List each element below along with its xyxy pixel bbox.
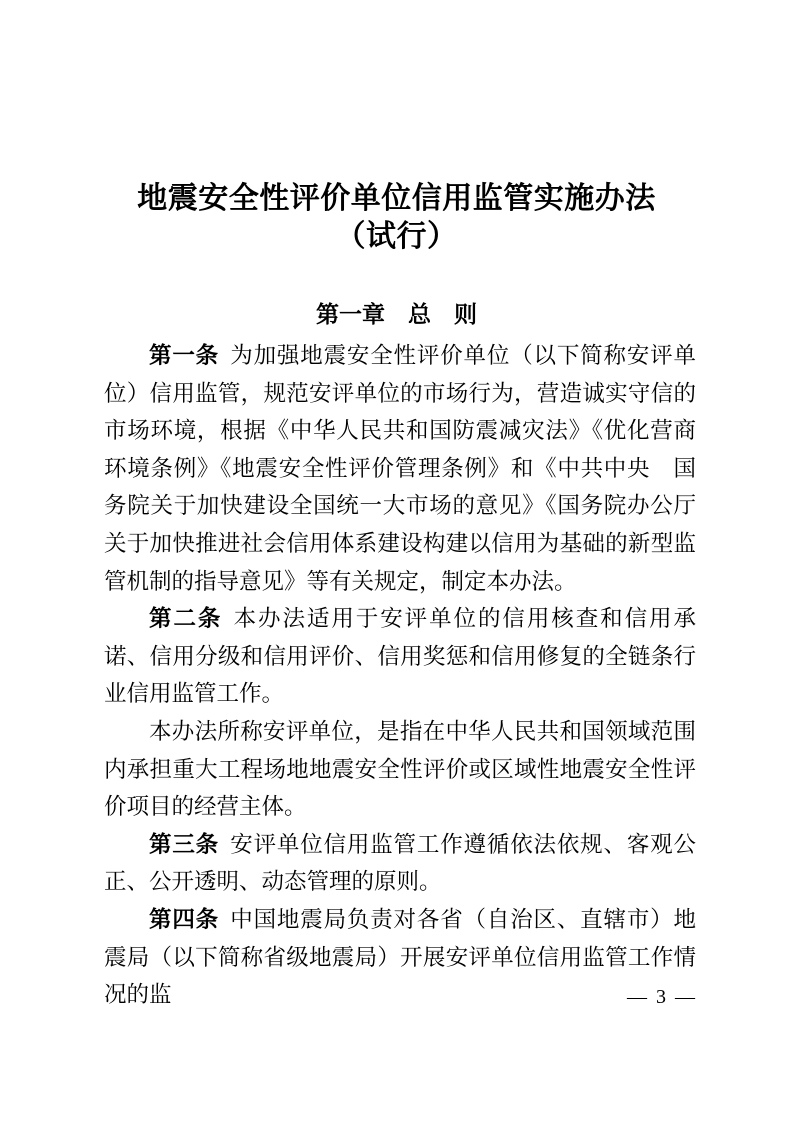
page-number: — 3 — bbox=[627, 986, 697, 1008]
document-title bbox=[0, 180, 793, 256]
document-title-line-2: （试行） bbox=[335, 220, 458, 253]
document-title-line-1: 地震安全性评价单位信用监管实施办法 bbox=[137, 182, 656, 215]
paragraph bbox=[104, 713, 696, 826]
document-body bbox=[104, 337, 696, 1014]
paragraph-text: 安评单位信用监管工作遵循依法依规、客观公正、公开透明、动态管理的原则。 bbox=[104, 831, 696, 895]
article-label: 第二条 bbox=[149, 606, 223, 632]
article-label: 第三条 bbox=[149, 831, 219, 857]
paragraph-text: 为加强地震安全性评价单位（以下简称安评单位）信用监管，规范安评单位的市场行为，营造诚实守信的市场环境，根据《中华人民共和国防震减灾法》《优化营商环境条例》《地震安全性评价管理条例》和《中共中央 国务院关于加快建设全国统一大市场的意见》《国务院办公厅关于加快推进社会信用体系建设构建以信用为基础的新型监管机制的指导意见》等有关规定，制定本办法。 bbox=[104, 343, 696, 594]
paragraph bbox=[104, 901, 696, 1014]
article-label: 第一条 bbox=[149, 343, 219, 368]
paragraph-text: 本办法所称安评单位，是指在中华人民共和国领域范围内承担重大工程场地地震安全性评价或区域性地震安全性评价项目的经营主体。 bbox=[104, 718, 696, 820]
paragraph bbox=[104, 826, 696, 901]
paragraph bbox=[104, 337, 696, 600]
paragraph-text: 中国地震局负责对各省（自治区、直辖市）地震局（以下简称省级地震局）开展安评单位信用监管工作情况的监 bbox=[104, 906, 696, 1008]
paragraph-text: 本办法适用于安评单位的信用核查和信用承诺、信用分级和信用评价、信用奖惩和信用修复的全链条行业信用监管工作。 bbox=[104, 606, 696, 707]
paragraph bbox=[104, 600, 696, 713]
article-label: 第四条 bbox=[149, 906, 219, 932]
chapter-heading: 第一章 总 则 bbox=[316, 301, 477, 327]
